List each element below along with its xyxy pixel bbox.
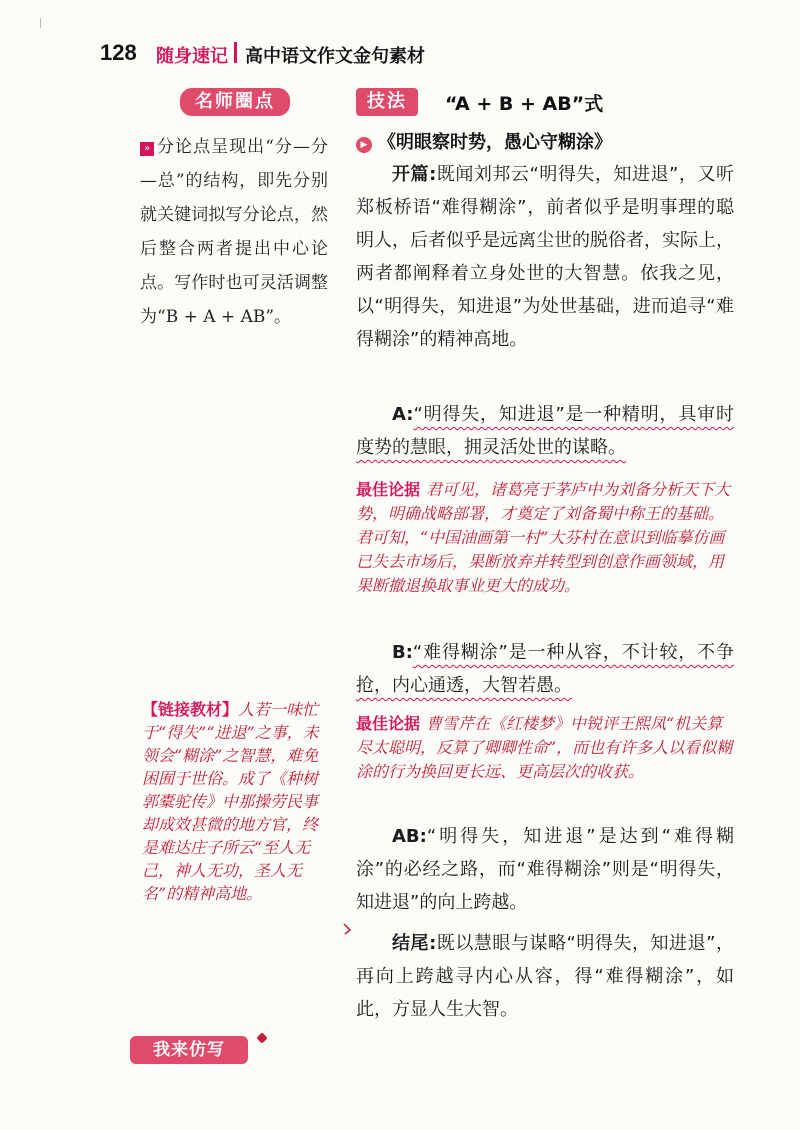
pen-mark-icon — [342, 922, 352, 936]
evidence-2-label: 最佳论据 — [356, 714, 421, 733]
evidence-2-text: 曹雪芹在《红楼梦》中锐评王熙凤“机关算尽太聪明，反算了卿卿性命”，而也有许多人以看似糊涂的行为换回更长远、更高层次的收获。 — [356, 714, 733, 781]
series-title: 随身速记 — [156, 46, 228, 67]
textbook-link-label: 【链接教材】 — [142, 700, 239, 719]
book-title: 高中语文作文金句素材 — [245, 46, 425, 67]
essay-title-text: 《明眼察时势，愚心守糊涂》 — [378, 132, 612, 153]
point-a-text: “明得失，知进退”是一种精明，具审时度势的慧眼，拥灵活处世的谋略。 — [356, 404, 734, 458]
ending-paragraph — [356, 927, 734, 1026]
imitate-writing-button[interactable]: 我来仿写 — [130, 1036, 248, 1064]
double-arrow-icon: » — [140, 142, 154, 156]
opening-paragraph — [356, 158, 734, 356]
ending-text: 既以慧眼与谋略“明得失，知进退”，再向上跨越寻内心从容，得“难得糊涂”，如此，方显人生大智。 — [356, 933, 734, 1020]
header-divider — [234, 42, 237, 63]
point-ab-lead: AB: — [392, 826, 427, 847]
teacher-note — [140, 130, 328, 334]
point-a-paragraph — [356, 398, 734, 464]
opening-lead: 开篇: — [392, 164, 437, 185]
point-b-lead: B: — [392, 642, 413, 663]
teacher-notes-badge: 名师圈点 — [180, 88, 290, 116]
play-circle-icon: ▶ — [356, 137, 372, 153]
point-b-paragraph — [356, 636, 734, 702]
point-ab-paragraph — [356, 820, 734, 919]
formula-heading: “A + B + AB”式 — [445, 93, 604, 115]
point-a-lead: A: — [392, 404, 414, 425]
technique-badge: 技法 — [356, 88, 418, 116]
evidence-1 — [356, 478, 738, 598]
point-b-text: “难得糊涂”是一种从容，不计较，不争抢，内心通透，大智若愚。 — [356, 642, 734, 696]
teacher-note-text: 分论点呈现出“分—分—总”的结构，即先分别就关键词拟写分论点，然后整合两者提出中心论点。写作时也可灵活调整为“B + A + AB”。 — [140, 137, 328, 327]
textbook-link-text: 人若一味忙于“得失”“进退”之事，未领会“糊涂”之智慧，难免困囿于世俗。成了《种树郭橐驼传》中那操劳民事却成效甚微的地方官，终是难达庄子所云“至人无己，神人无功，圣人无名”的精神高地。 — [142, 700, 319, 903]
scan-mark — [40, 18, 41, 28]
evidence-2 — [356, 712, 738, 784]
ending-lead: 结尾: — [392, 933, 437, 954]
evidence-1-text: 君可见，诸葛亮于茅庐中为刘备分析天下大势，明确战略部署，才奠定了刘备蜀中称王的基础。君可知，“中国油画第一村”大芬村在意识到临摹仿画已失去市场后，果断放弃并转型到创意作画领域，用果断撤退换取事业更大的成功。 — [356, 480, 731, 595]
point-ab-text: “明得失，知进退”是达到“难得糊涂”的必经之路，而“难得糊涂”则是“明得失，知进退”的向上跨越。 — [356, 826, 734, 913]
evidence-1-label: 最佳论据 — [356, 480, 421, 499]
opening-text: 既闻刘邦云“明得失，知进退”，又听郑板桥语“难得糊涂”，前者似乎是明事理的聪明人，后者似乎是远离尘世的脱俗者，实际上，两者都阐释着立身处世的大智慧。依我之见，以“明得失，知进退”为处世基础，进而追寻“难得糊涂”的精神高地。 — [356, 164, 734, 350]
textbook-link-note — [142, 698, 330, 905]
page-number: 128 — [100, 40, 137, 65]
essay-title — [356, 128, 612, 154]
ink-dot — [256, 1032, 267, 1043]
